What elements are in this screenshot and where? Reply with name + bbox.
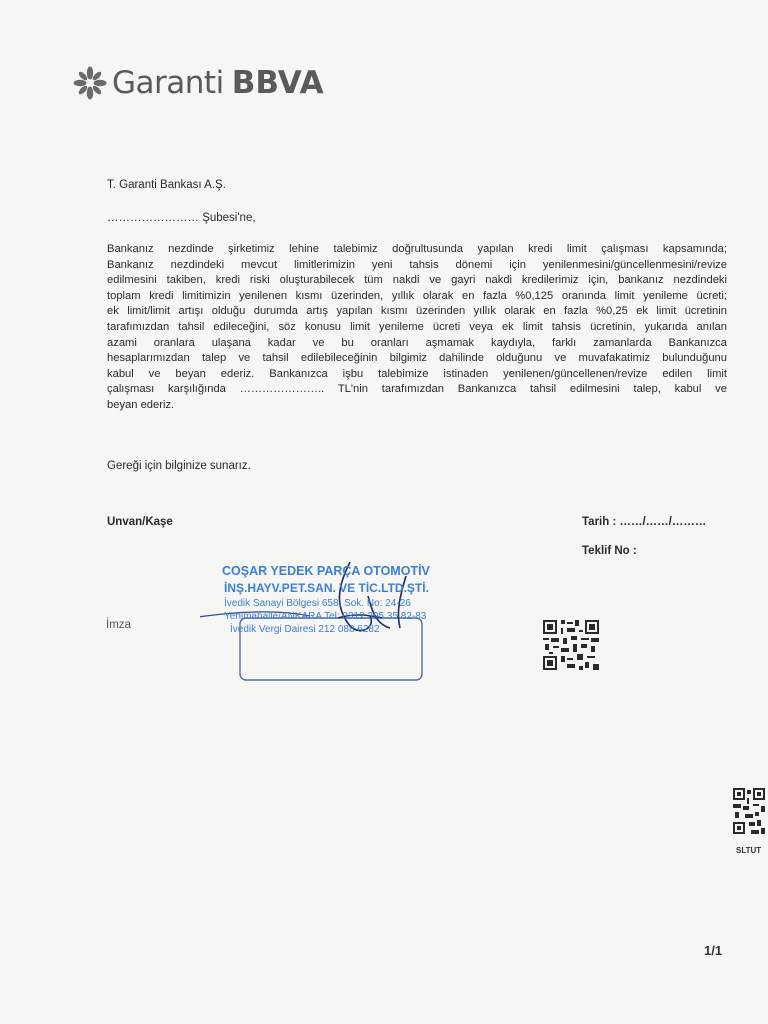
bank-logo <box>72 58 324 108</box>
body-line: çalışması karşılığında ………………….. TL'nin tarafımızdan Bankanızca tahsil edilmesini talep, kabul ve <box>107 383 727 396</box>
stamp-phone: Yenimahalle/ANKARA Tel: 0312 395 35 82-83 <box>224 611 427 622</box>
qr-code-icon <box>733 788 765 834</box>
body-line: Bankanız nezdindeki mevcut limitlerimizin yeni tahsis dönemi için yenilenmesini/güncellenmesini/revize <box>107 258 727 271</box>
body-line: edilmesini takiben, kredi riski oluşturabilecek tüm nakdi ve gayri nakdi kredilerimiz için, bankanız nezdindeki <box>107 274 727 287</box>
page-number: 1/1 <box>704 943 723 958</box>
logo-wordmark <box>112 65 324 101</box>
offer-number-field: Teklif No : <box>582 545 637 557</box>
unvan-label: Unvan/Kaşe <box>107 516 173 528</box>
body-line: Bankanız nezdinde şirketimiz lehine talebimiz doğrultusunda yapılan kredi limit çalışması kapsamında; <box>107 243 727 255</box>
body-line: tarafımızdan tahsil edileceğini, söz konusu limit yenileme ücreti veya ek limit tahsis ücretinin, yukarıda anılan <box>107 320 727 333</box>
date-field: Tarih : ……/……/……… <box>582 516 707 528</box>
branch-line: …………………… Şubesi'ne, <box>107 212 256 224</box>
body-line: beyan ederiz. <box>107 398 175 411</box>
logo-garanti-text: Garanti <box>112 65 224 101</box>
closing-line: Gereği için bilginize sunarız. <box>107 460 251 472</box>
stamp-company-name: COŞAR YEDEK PARÇA OTOMOTİV <box>222 564 430 578</box>
garanti-clover-icon <box>72 65 108 101</box>
body-line: hesaplarımızdan talep ve tahsil edilebileceğinin bilgimiz dahilinde olduğunu ve muvafakatimiz bulunduğunu <box>107 352 727 365</box>
company-stamp <box>200 556 460 686</box>
addressee: T. Garanti Bankası A.Ş. <box>107 179 226 191</box>
letter-body <box>107 242 727 414</box>
body-line: azami oranlara ulaşana kadar ve bu oranları aşmamak kaydıyla, farklı zamanlarda Bankanızca <box>107 336 727 349</box>
body-line: toplam kredi limitimizin yenilenen kısmı üzerinden, yıllık olarak en fazla %0,125 oranında limit yenileme ücreti; <box>107 289 727 302</box>
stamp-company-type: İNŞ.HAYV.PET.SAN. VE TİC.LTD.ŞTİ. <box>224 581 429 595</box>
stamp-address: İvedik Sanayi Bölgesi 658. Sok. No: 24-26 <box>224 598 411 609</box>
body-line: kabul ve beyan ederiz. Bankanızca işbu talebimize istinaden yenilenen/güncellenen/revize edilen limit <box>107 367 727 380</box>
signature-label: İmza <box>106 619 131 631</box>
body-line: ek limit/limit artışı olduğu durumda artış yapılan kısmı üzerinden yıllık olarak en fazla %0,25 ek limit ücretinin <box>107 305 727 318</box>
side-code-label: SLTUT <box>736 846 762 855</box>
logo-bbva-text: BBVA <box>231 65 324 101</box>
stamp-tax-office: İvedik Vergi Dairesi 212 088 6282 <box>230 624 380 635</box>
qr-code-icon <box>543 620 599 670</box>
